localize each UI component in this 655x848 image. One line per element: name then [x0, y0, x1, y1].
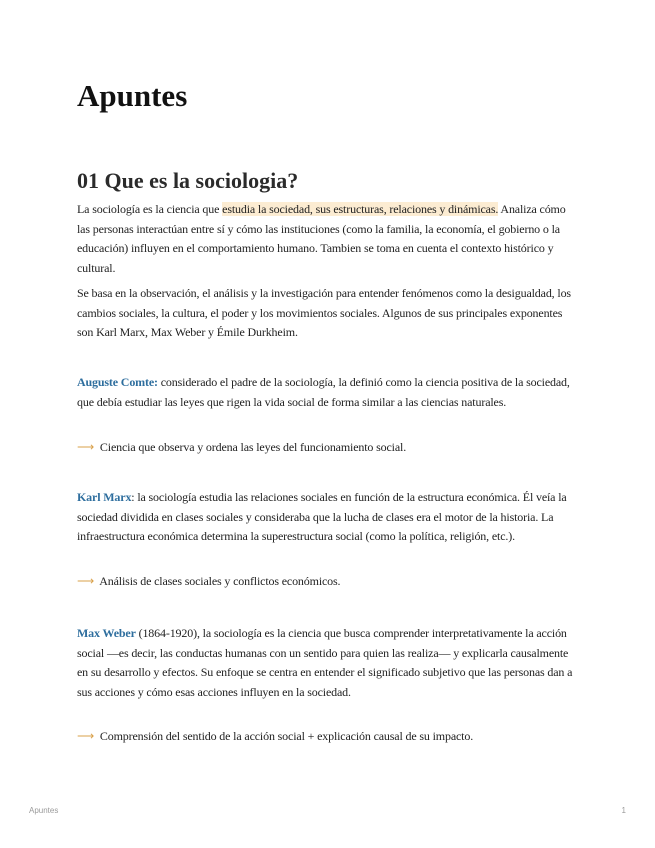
section-heading: 01 Que es la sociologia? [77, 168, 299, 193]
intro-paragraph-1 [77, 200, 577, 278]
author-description: considerado el padre de la sociología, la definió como la ciencia positiva de la sociedad, que debía estudiar las leyes que rigen la vida social de forma similar a las ciencias naturales. [77, 375, 570, 409]
highlighted-text: estudia la sociedad, sus estructuras, relaciones y dinámicas. [222, 202, 499, 216]
author-weber [77, 624, 577, 702]
intro-text-after: Analiza cómo las personas interactúan entre sí y cómo las instituciones (como la familia, la economía, el gobierno o la educación) influyen en el comportamiento humano. Tambien se toma en cuenta el contexto histórico y cultural. [77, 202, 566, 275]
author-comte [77, 373, 577, 412]
author-name: Auguste Comte: [77, 375, 158, 389]
arrow-icon: ⟶ [77, 729, 95, 743]
page-title: Apuntes [77, 78, 188, 113]
footer-title: Apuntes [29, 806, 59, 815]
arrow-icon: ⟶ [77, 440, 95, 454]
author-summary [77, 727, 473, 747]
author-name: Max Weber [77, 626, 136, 640]
intro-text-before: La sociología es la ciencia que [77, 202, 223, 216]
summary-text: Ciencia que observa y ordena las leyes del funcionamiento social. [99, 440, 407, 454]
author-summary [77, 572, 340, 592]
summary-text: Análisis de clases sociales y conflictos económicos. [99, 574, 341, 588]
author-description: : la sociología estudia las relaciones sociales en función de la estructura económica. Él veía la sociedad dividida en clases sociales y consideraba que la lucha de clases era el motor de la historia. La infraestructura económica determina la superestructura social (como la política, religión, etc.). [77, 490, 567, 543]
intro-paragraph-2-text: Se basa en la observación, el análisis y la investigación para entender fenómenos como la desigualdad, los cambios sociales, la cultura, el poder y los movimientos sociales. Algunos de sus principales exponentes son Karl Marx, Max Weber y Émile Durkheim. [77, 286, 571, 339]
author-marx [77, 488, 577, 547]
summary-text: Comprensión del sentido de la acción social + explicación causal de su impacto. [99, 729, 474, 743]
intro-paragraph-2 [77, 284, 577, 343]
author-description: (1864-1920), la sociología es la ciencia que busca comprender interpretativamente la acción social —es decir, las conductas humanas con un sentido para quien las realiza— y explicarla causalmente en su desarrollo y efectos. Su enfoque se centra en entender el significado subjetivo que las personas dan a sus acciones y cómo esas acciones influyen en la sociedad. [77, 626, 573, 699]
page-number: 1 [621, 806, 626, 815]
author-name: Karl Marx [77, 490, 132, 504]
author-summary [77, 438, 406, 458]
arrow-icon: ⟶ [77, 574, 95, 588]
